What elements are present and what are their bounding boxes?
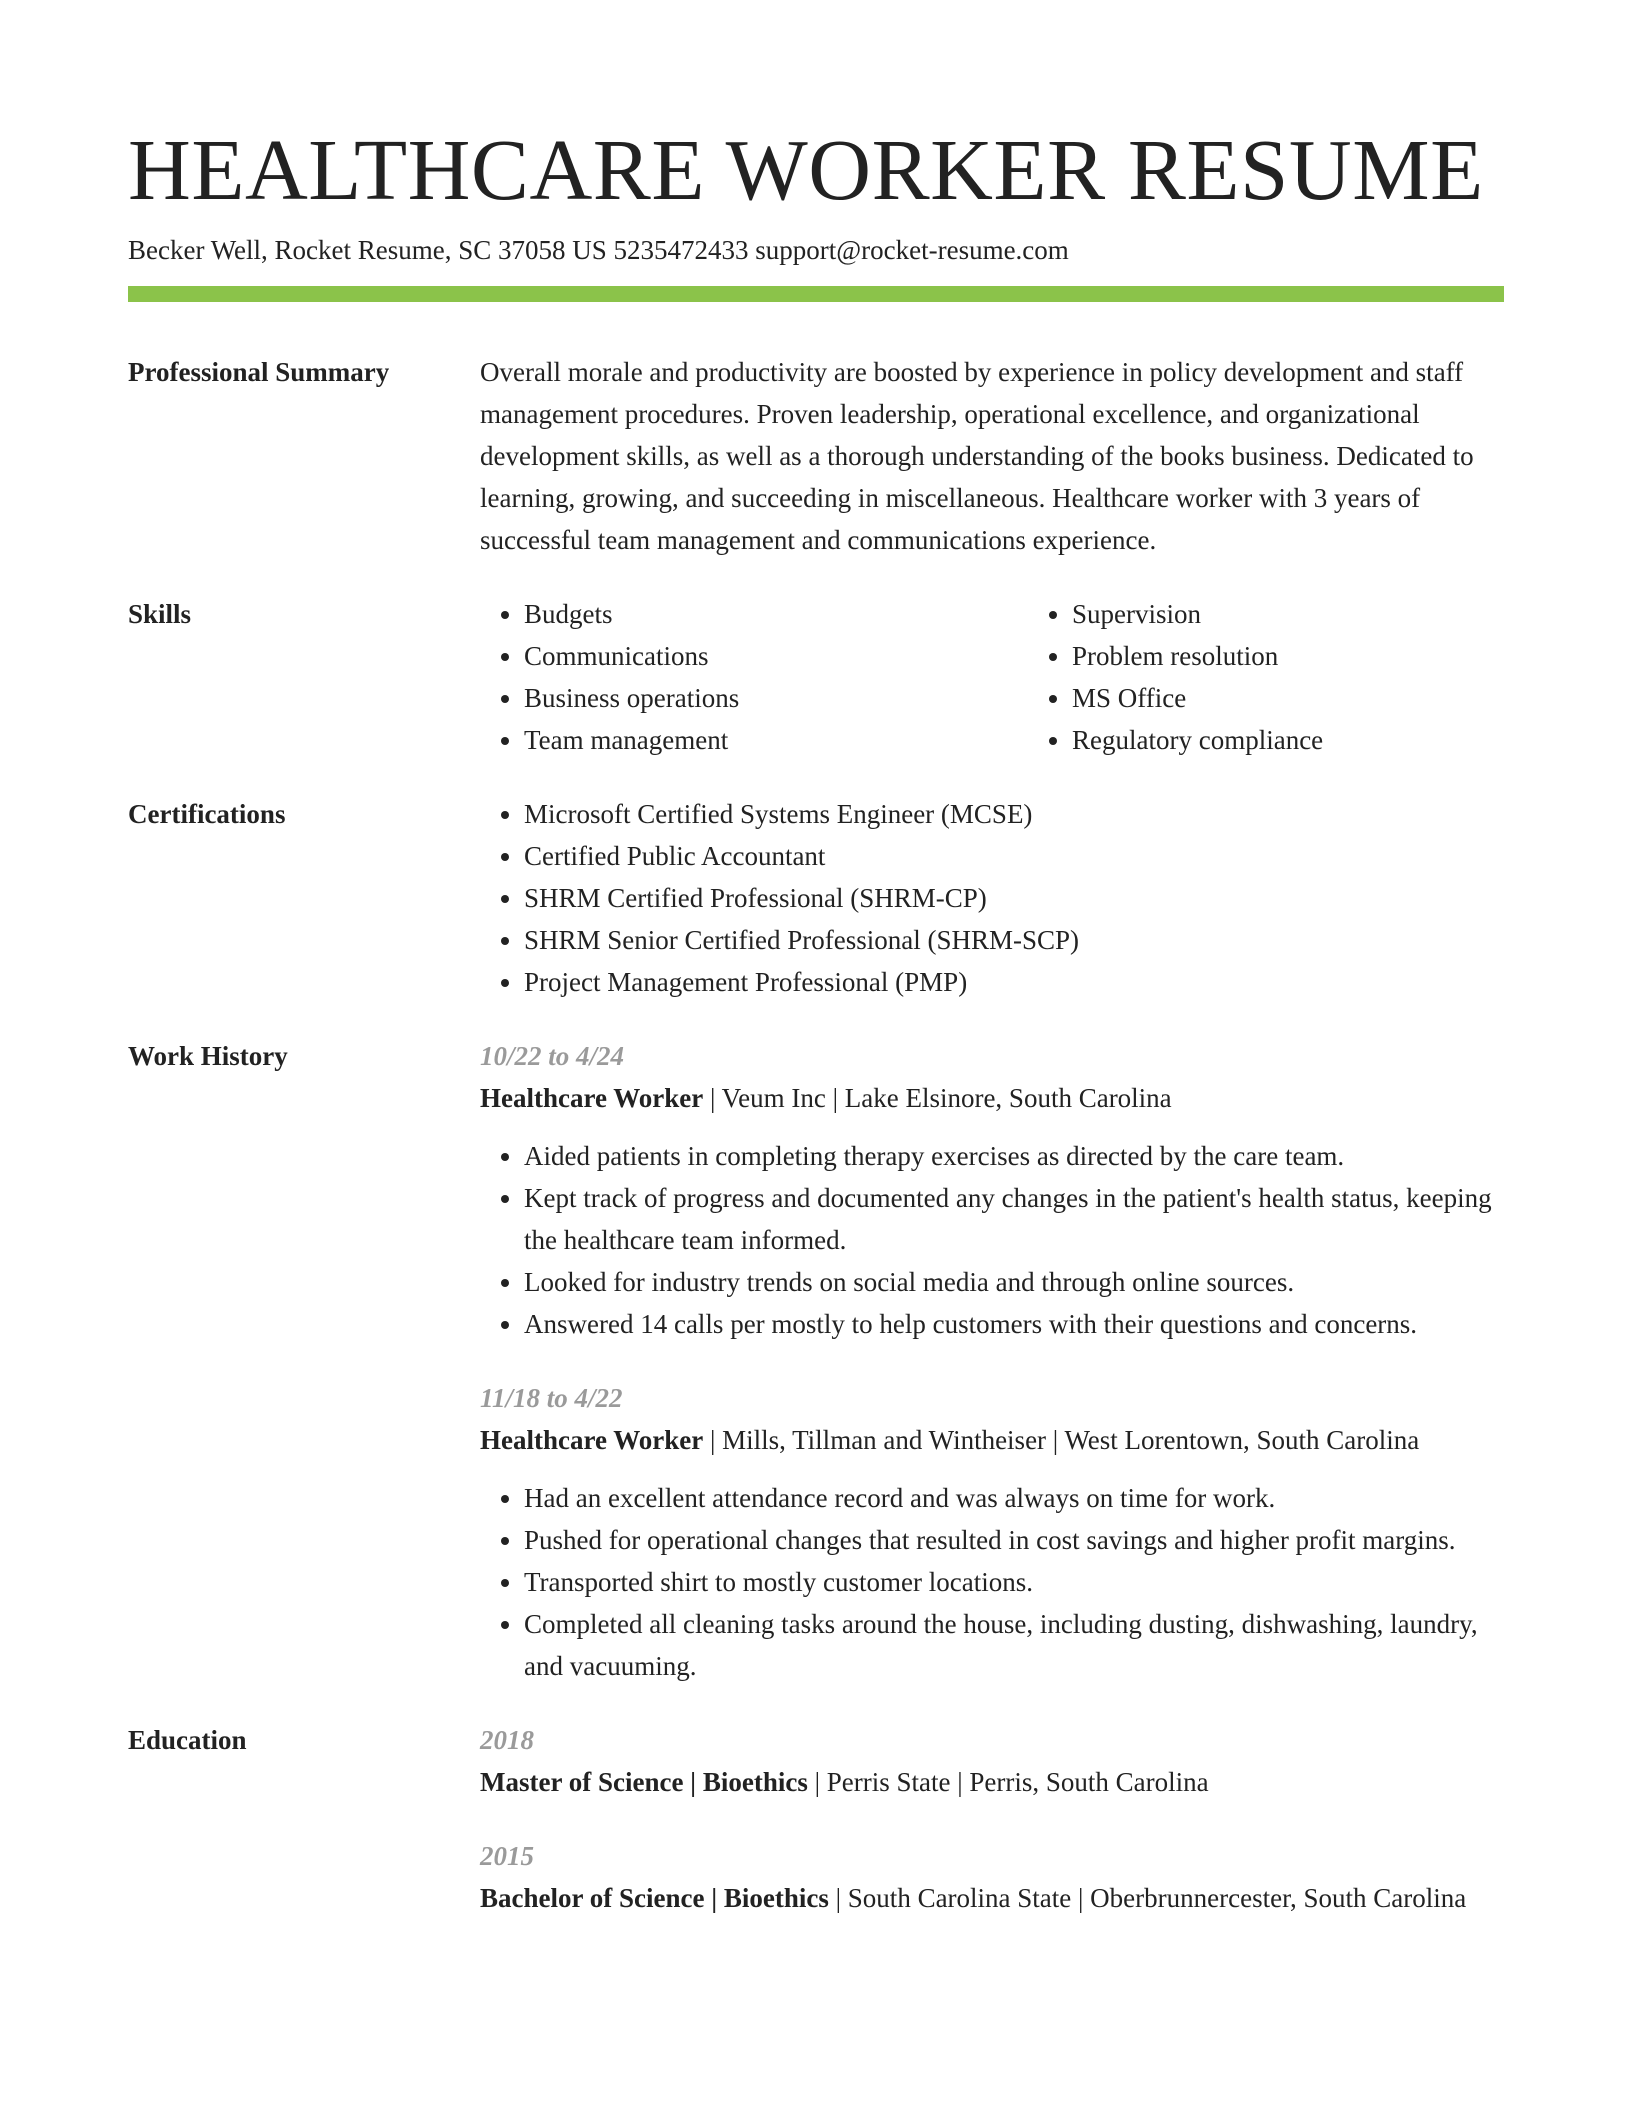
work-history-section xyxy=(128,1035,1504,1687)
job-bullet: • Kept track of progress and documented any changes in the patient's health status, keeping the healthcare team informed. xyxy=(524,1177,1504,1261)
education-section xyxy=(128,1719,1504,1919)
job-title: Healthcare Worker xyxy=(480,1083,704,1113)
contact-line: Becker Well, Rocket Resume, SC 37058 US 5235472433 support@rocket-resume.com xyxy=(128,235,1069,265)
job-entry xyxy=(480,1035,1504,1345)
job-heading xyxy=(480,1419,1504,1461)
skill-item: • Budgets xyxy=(524,593,1028,635)
certification-item: • Microsoft Certified Systems Engineer (MCSE) xyxy=(524,793,1504,835)
skill-item: • Supervision xyxy=(1072,593,1576,635)
degree-year: 2015 xyxy=(480,1841,534,1871)
skill-item: • Communications xyxy=(524,635,1028,677)
job-details: | Veum Inc | Lake Elsinore, South Carolina xyxy=(703,1083,1172,1113)
skills-column-2 xyxy=(1028,593,1576,761)
certifications-list xyxy=(480,793,1504,1003)
skills-section xyxy=(128,593,1504,761)
section-label-education: Education xyxy=(128,1725,247,1755)
job-bullets xyxy=(480,1135,1504,1345)
skill-item: • MS Office xyxy=(1072,677,1576,719)
degree-entry xyxy=(480,1835,1504,1919)
certification-item: • Project Management Professional (PMP) xyxy=(524,961,1504,1003)
job-bullet: • Aided patients in completing therapy exercises as directed by the care team. xyxy=(524,1135,1504,1177)
education-body xyxy=(480,1719,1504,1919)
job-dates: 11/18 to 4/22 xyxy=(480,1383,623,1413)
skill-item: • Team management xyxy=(524,719,1028,761)
skill-item: • Business operations xyxy=(524,677,1028,719)
accent-divider xyxy=(128,286,1504,302)
resume-page xyxy=(128,0,1504,1919)
certification-item: • SHRM Certified Professional (SHRM-CP) xyxy=(524,877,1504,919)
job-title: Healthcare Worker xyxy=(480,1425,704,1455)
section-label-summary: Professional Summary xyxy=(128,357,390,387)
job-dates: 10/22 to 4/24 xyxy=(480,1041,625,1071)
degree-details: | South Carolina State | Oberbrunnercester, South Carolina xyxy=(828,1883,1467,1913)
resume-title: HEALTHCARE WORKER RESUME xyxy=(128,121,1484,218)
job-bullet: • Looked for industry trends on social media and through online sources. xyxy=(524,1261,1504,1303)
degree-heading xyxy=(480,1877,1504,1919)
skill-item: • Problem resolution xyxy=(1072,635,1576,677)
job-entry xyxy=(480,1377,1504,1687)
section-label-certifications: Certifications xyxy=(128,799,286,829)
degree-details: | Perris State | Perris, South Carolina xyxy=(807,1767,1209,1797)
certifications-body xyxy=(480,793,1504,1003)
job-bullet: • Had an excellent attendance record and was always on time for work. xyxy=(524,1477,1504,1519)
summary-body xyxy=(480,351,1504,561)
job-heading xyxy=(480,1077,1504,1119)
job-bullet: • Pushed for operational changes that resulted in cost savings and higher profit margins. xyxy=(524,1519,1504,1561)
certifications-section xyxy=(128,793,1504,1003)
job-bullets xyxy=(480,1477,1504,1687)
job-bullet: • Transported shirt to mostly customer locations. xyxy=(524,1561,1504,1603)
summary-text: Overall morale and productivity are boosted by experience in policy development and staff management procedures. Proven leadership, operational excellence, and organizational development skills, as well as a thorough understanding of the books business. Dedicated to learning, growing, and succeeding in miscellaneous. Healthcare worker with 3 years of successful team management and communications experience. xyxy=(480,357,1474,555)
skills-body xyxy=(480,593,1576,761)
skill-item: • Regulatory compliance xyxy=(1072,719,1576,761)
section-label-skills: Skills xyxy=(128,599,192,629)
summary-section xyxy=(128,351,1504,561)
certification-item: • SHRM Senior Certified Professional (SHRM-SCP) xyxy=(524,919,1504,961)
job-details: | Mills, Tillman and Wintheiser | West Lorentown, South Carolina xyxy=(703,1425,1420,1455)
degree-year: 2018 xyxy=(480,1725,534,1755)
degree-name: Master of Science | Bioethics xyxy=(480,1767,808,1797)
section-label-work-history: Work History xyxy=(128,1041,288,1071)
degree-name: Bachelor of Science | Bioethics xyxy=(480,1883,829,1913)
degree-heading xyxy=(480,1761,1504,1803)
certification-item: • Certified Public Accountant xyxy=(524,835,1504,877)
job-bullet: • Answered 14 calls per mostly to help customers with their questions and concerns. xyxy=(524,1303,1504,1345)
skills-grid xyxy=(480,593,1576,761)
skills-column-1 xyxy=(480,593,1028,761)
degree-entry xyxy=(480,1719,1504,1803)
work-history-body xyxy=(480,1035,1504,1687)
job-bullet: • Completed all cleaning tasks around the house, including dusting, dishwashing, laundry, and vacuuming. xyxy=(524,1603,1504,1687)
